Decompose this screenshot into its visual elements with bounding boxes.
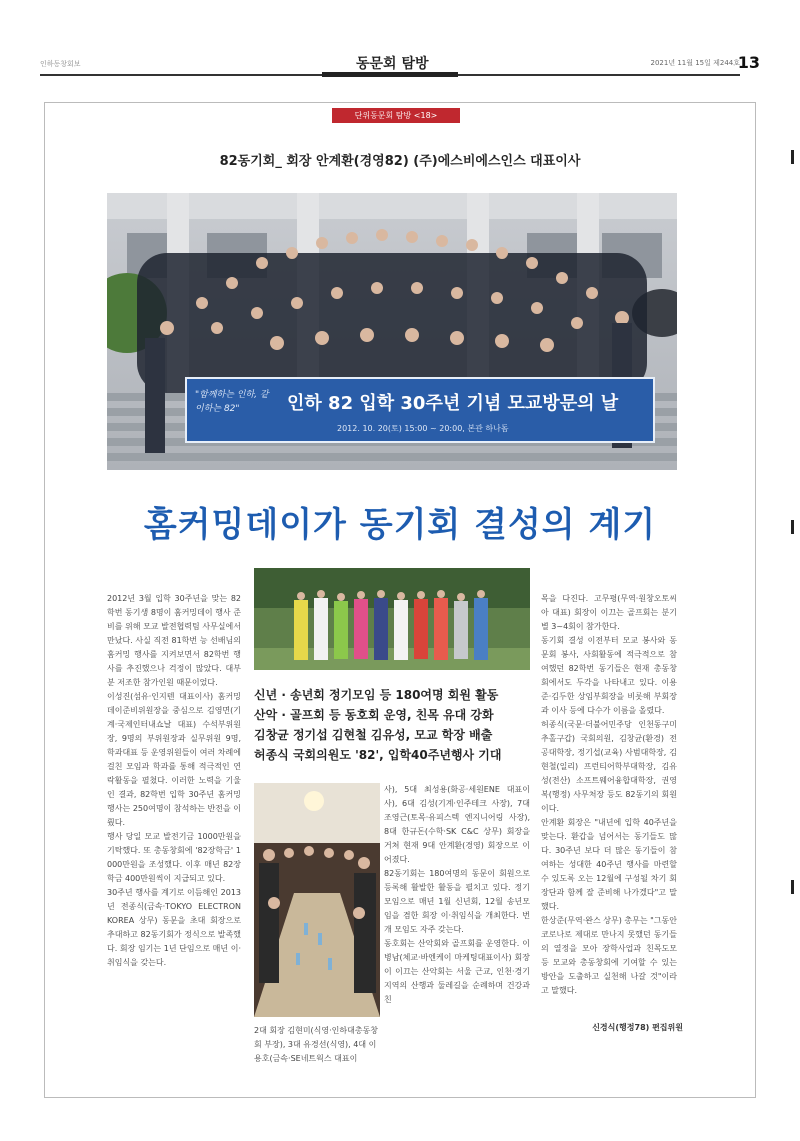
paragraph: 동호회는 산악회와 골프회를 운영한다. 이병남(체교·바엔케이 마케팅대표이사) 회장이 이끄는 산악회는 서울 근교, 인천·경기지역의 산행과 둘레길을 순례하며 건강과 친 [384, 939, 530, 1004]
publication-name: 인하동창회보 [40, 60, 81, 68]
page-edge-mark [791, 880, 794, 894]
paragraph: 목을 다진다. 고무평(무역·원창오토씨아 대표) 회장이 이끄는 골프회는 분기별 3~4회이 참가한다. [541, 594, 677, 631]
page-header [0, 0, 800, 80]
dinner-photo-image [254, 783, 380, 1017]
photo-caption: 2대 회장 김현미(식영·인하대총동창회 부장), 3대 유경선(식영), 4대 이용호(금속·SE네트웍스 대표이 [254, 1026, 379, 1063]
article-deck [254, 685, 544, 765]
paragraph: 82동기회는 180여명의 동문이 회원으로 등록해 활발한 활동을 펼치고 있다. 정기모임으로 매년 1월 신년회, 12월 송년모임을 겸한 회장 이·취임식을 개최한다. 번개 모임도 자주 갖는다. [384, 869, 530, 934]
article-headline: 홈커밍데이가 동기회 결성의 계기 [143, 505, 657, 545]
paragraph: 30주년 행사를 계기로 이듬해인 2013년 전종식(금속·TOKYO ELECTRON KOREA 상무) 동문을 초대 회장으로 추대하고 82동기회가 정식으로 발족했다. 회장 임기는 1년 단임으로 매년 이·취임식을 갖는다. [107, 888, 241, 967]
page-edge-mark [791, 520, 794, 534]
paragraph: 이성진(섬유·인지텐 대표이사) 홈커밍데이준비위원장을 중심으로 김영면(기계·국제인터내쇼날 대표) 수석부위원장, 9명의 부위원장과 실무위원 9명, 학과대표 등 운영위원들이 여러 차례에 걸친 모임과 학과를 통해 적극적인 연락활동을 펼쳤다. 이러한 노력을 기울인 결과, 82학번 입학 30주년 홈커밍 행사는 250여명이 참석하는 반전을 이뤘다. [107, 692, 241, 827]
deck-line: 김창균 정기섭 김현철 김유성, 모교 학장 배출 [254, 728, 493, 742]
paragraph: 2012년 3월 입학 30주년을 맞는 82학번 동기생 8명이 홈커밍데이 행사 준비를 위해 모교 발전협력팀 사무실에서 만났다. 사실 직전 81학번 능 선배님의 홈커밍 행사를 지켜보면서 82학번 행사를 추진했으나 걱정이 많았다. 대부분 저조한 참가인원 때문이었다. [107, 594, 241, 687]
page-number: 13 [737, 53, 760, 72]
page-edge-mark [791, 150, 794, 164]
article-byline: 신경식(행정78) 편집위원 [592, 1023, 683, 1032]
anniversary-banner [185, 377, 655, 443]
series-tag: 단위동문회 탐방 <18> [332, 108, 460, 123]
paragraph: 안계환 회장은 "내년에 입학 40주년을 맞는다. 환갑을 넘어서는 동기들도 많다. 30주년 보다 더 많은 동기들이 참여하는 성대한 40주년 행사를 마련할 수 있도록 오는 12월에 구성될 차기 회장단과 함께 잘 준비해 나가겠다"고 말했다. [541, 818, 677, 911]
banner-date: 2012. 10. 20(토) 15:00 ~ 20:00, 본관 하나돔 [337, 424, 509, 433]
paragraph: 행사 당일 모교 발전기금 1000만원을 기탁했다. 또 총동창회에 '82장학금' 1000만원을 조성했다. 이후 매년 82장학금 400만원씩이 지급되고 있다. [107, 832, 241, 883]
banner-slogan: "함께하는 인하, 같이하는 82" [195, 390, 269, 414]
deck-line: 산악 · 골프회 등 동호회 운영, 친목 유대 강화 [254, 708, 494, 722]
banner-title: 인하 82 입학 30주년 기념 모교방문의 날 [287, 393, 619, 414]
article-column-left [107, 592, 241, 1082]
golf-photo-image [254, 568, 530, 670]
golf-photo [254, 568, 530, 670]
article-column-middle [384, 783, 530, 1083]
header-rule-accent [322, 72, 458, 77]
issue-date: 2021년 11월 15일 제244호 [650, 59, 740, 67]
paragraph: 동기회 결성 이전부터 모교 봉사와 동문회 봉사, 사회활동에 적극적으로 참여했던 82학번 동기들은 현재 총동창회에서도 두각을 나타내고 있다. 이용준·김두한 상임부회장을 비롯해 부회장과 이사 등에 다수가 이름을 올렸다. [541, 636, 677, 715]
dinner-photo [254, 783, 380, 1017]
paragraph: 한상준(무역·완스 상무) 총무는 "그동안 코로나로 제대로 만나지 못했던 동기들의 열정을 모아 장학사업과 친목도모 등 모교와 총동창회에 기여할 수 있는 방안을 도출하고 실천해 나갈 것"이라고 말했다. [541, 916, 677, 995]
article-subtitle: 82동기회_ 회장 안계환(경영82) (주)에스비에스인스 대표이사 [219, 154, 581, 169]
deck-line: 허종식 국회의원도 '82', 입학40주년행사 기대 [254, 748, 502, 762]
section-title: 동문회 탐방 [356, 56, 429, 72]
deck-line: 신년 · 송년회 정기모임 등 180여명 회원 활동 [254, 688, 499, 702]
article-column-right [541, 592, 677, 1022]
paragraph: 허종식(국문·더불어민주당 인천동구미추홀구갑) 국회의원, 김창균(환경) 전 공대학장, 정기섭(교육) 사범대학장, 김현철(일리) 프런티어학부대학장, 김유성(전산) 소프트웨어융합대학장, 권영복(행정) 사무처장 등도 82동기의 회원이다. [541, 720, 677, 813]
paragraph: 사), 5대 최성용(화공·세원ENE 대표이사), 6대 김성(기계·인주테크 사장), 7대 조영근(토목·유피스텍 엔지니어링 사장), 8대 한규돈(수학·SK C&C 상무) 회장을 거쳐 현재 9대 안계환(경영) 회장으로 이어졌다. [384, 785, 530, 864]
